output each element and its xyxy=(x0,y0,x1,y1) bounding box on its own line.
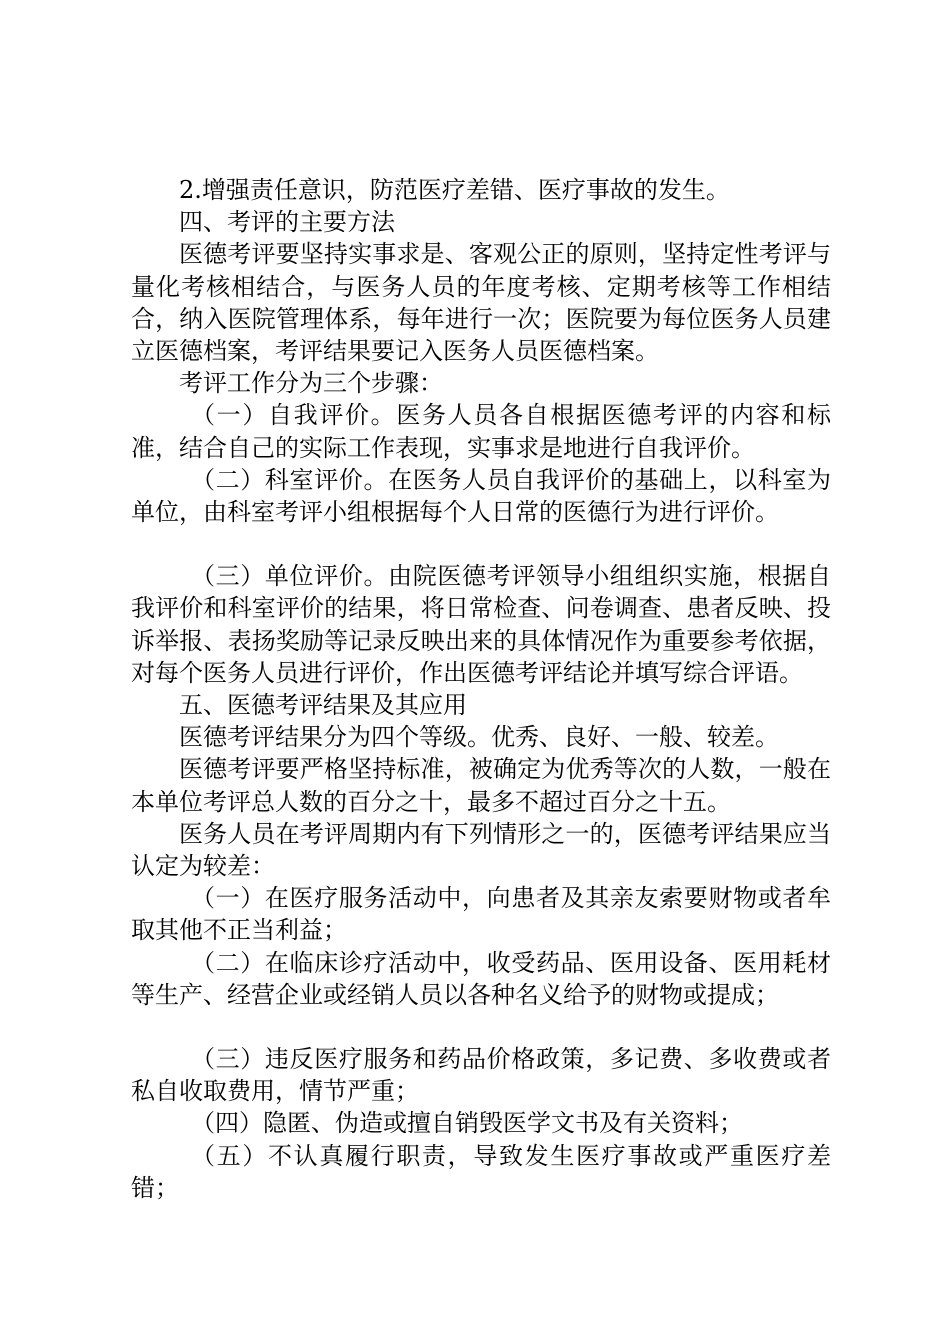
condition-accepting-kickbacks: （二）在临床诊疗活动中，收受药品、医用设备、医用耗材等生产、经营企业或经销人员以各种名义给予的财物或提成； xyxy=(131,948,831,1009)
heading-evaluation-methods: 四、考评的主要方法 xyxy=(179,208,395,237)
paragraph-evaluation-principles: 医德考评要坚持实事求是、客观公正的原则，坚持定性考评与量化考核相结合，与医务人员的年度考核、定期考核等工作相结合，纳入医院管理体系，每年进行一次；医院要为每位医务人员建立医德档案，考评结果要记入医务人员医德档案。 xyxy=(131,240,831,366)
paragraph-responsibility: 2.增强责任意识，防范医疗差错、医疗事故的发生。 xyxy=(179,176,730,204)
condition-soliciting-property: （一）在医疗服务活动中，向患者及其亲友索要财物或者牟取其他不正当利益； xyxy=(131,884,831,945)
step-self-evaluation: （一）自我评价。医务人员各自根据医德考评的内容和标准，结合自己的实际工作表现，实事求是地进行自我评价。 xyxy=(131,401,831,462)
step-unit-evaluation: （三）单位评价。由院医德考评领导小组组织实施，根据自我评价和科室评价的结果，将日常检查、问卷调查、患者反映、投诉举报、表扬奖励等记录反映出来的具体情况作为重要参考依据，对每个医务人员进行评价，作出医德考评结论并填写综合评语。 xyxy=(131,562,831,687)
paragraph-excellent-quota: 医德考评要严格坚持标准，被确定为优秀等次的人数，一般在本单位考评总人数的百分之十，最多不超过百分之十五。 xyxy=(131,755,831,816)
document-body xyxy=(131,174,831,1204)
paragraph-four-grades: 医德考评结果分为四个等级。优秀、良好、一般、较差。 xyxy=(179,723,779,752)
heading-results-application: 五、医德考评结果及其应用 xyxy=(179,691,467,720)
condition-overcharging: （三）违反医疗服务和药品价格政策，多记费、多收费或者私自收取费用，情节严重； xyxy=(131,1045,831,1106)
condition-negligence: （五）不认真履行职责，导致发生医疗事故或严重医疗差错； xyxy=(131,1141,831,1202)
step-department-evaluation: （二）科室评价。在医务人员自我评价的基础上，以科室为单位，由科室考评小组根据每个人日常的医德行为进行评价。 xyxy=(131,465,831,527)
paragraph-three-steps: 考评工作分为三个步骤： xyxy=(179,369,443,398)
condition-falsifying-records: （四）隐匿、伪造或擅自销毁医学文书及有关资料； xyxy=(191,1109,743,1138)
paragraph-poor-conditions: 医务人员在考评周期内有下列情形之一的，医德考评结果应当认定为较差： xyxy=(131,819,831,881)
